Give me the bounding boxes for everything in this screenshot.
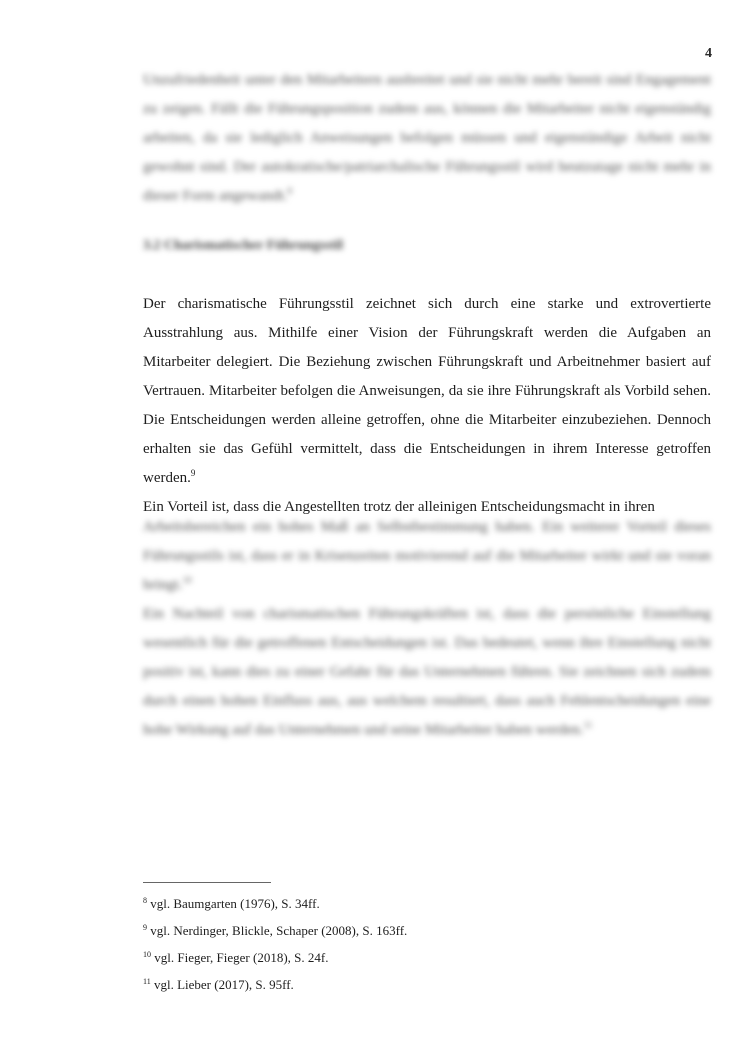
footnote-text: vgl. Baumgarten (1976), S. 34ff. (150, 896, 320, 911)
footnotes (143, 890, 407, 998)
footnote-item (143, 890, 407, 917)
footnote-number: 11 (143, 977, 151, 986)
footnote-ref: 10 (182, 575, 192, 585)
footnote-number: 8 (143, 896, 147, 905)
paragraph-1 (143, 290, 711, 493)
blurred-paragraphs (143, 513, 711, 745)
footnote-ref: 8 (287, 186, 293, 196)
page-number: 4 (705, 46, 712, 61)
paragraph-3 (143, 600, 711, 745)
footnote-item (143, 971, 407, 998)
top-paragraph-block (143, 66, 711, 211)
footnote-text: vgl. Nerdinger, Blickle, Schaper (2008), S. 163ff. (150, 923, 408, 938)
footnote-text: vgl. Lieber (2017), S. 95ff. (153, 977, 294, 992)
footnote-text: vgl. Fieger, Fieger (2018), S. 24f. (154, 950, 329, 965)
footnote-number: 10 (143, 950, 151, 959)
footnote-divider (143, 882, 271, 883)
paragraph-2-blurred-text: Arbeitsbereichen ein hohes Maß an Selbstbestimmung haben. Ein weiterer Vorteil dieses Führungsstils ist, dass er in Krisenzeiten motivierend auf die Mitarbeiter wirkt und sie voran bringt. (143, 519, 711, 593)
top-paragraph-text: Unzufriedenheit unter den Mitarbeitern ausbreitet und sie nicht mehr bereit sind Engagement zu zeigen. Fällt die Führungsposition zudem aus, können die Mitarbeiter nicht eigenständig arbeiten, da sie lediglich Anweisungen befolgen müssen und eigenständige Arbeit nicht gewohnt sind. Der autokratische/patriarchalische Führungsstil wird heutzutage nicht mehr in dieser Form angewandt. (143, 72, 711, 204)
footnote-item (143, 917, 407, 944)
top-paragraph (143, 66, 711, 211)
section-heading: 3.2 Charismatischer Führungsstil (143, 238, 344, 253)
paragraph-3-text: Ein Nachteil von charismatischen Führungskräften ist, dass die persönliche Einstellung wesentlich für die getroffenen Entscheidungen ist. Das bedeutet, wenn ihre Einstellung nicht positiv ist, kann dies zu einer Gefahr für das Unternehmen führen. Sie zeichnen sich zudem durch einen hohen Einfluss aus, aus welchem resultiert, dass auch Fehlentscheidungen eine hohe Wirkung auf das Unternehmen und seine Mitarbeiter haben werden. (143, 606, 711, 738)
main-paragraphs (143, 290, 711, 522)
footnote-ref: 9 (190, 468, 196, 478)
footnote-number: 9 (143, 923, 147, 932)
paragraph-1-text: Der charismatische Führungsstil zeichnet sich durch eine starke und extrovertierte Ausstrahlung aus. Mithilfe einer Vision der Führungskraft werden die Aufgaben an Mitarbeiter delegiert. Die Beziehung zwischen Führungskraft und Arbeitnehmer basiert auf Vertrauen. Mitarbeiter befolgen die Anweisungen, da sie ihre Führungskraft als Vorbild sehen. Die Entscheidungen werden alleine getroffen, ohne die Mitarbeiter einzubeziehen. Dennoch erhalten sie das Gefühl vermittelt, dass die Entscheidungen in ihrem Interesse getroffen werden. (143, 296, 711, 486)
paragraph-2-rest (143, 513, 711, 600)
footnote-item (143, 944, 407, 971)
paragraph-2-clear-text: Ein Vorteil ist, dass die Angestellten trotz der alleinigen Entscheidungsmacht in ihren (143, 499, 655, 515)
footnote-ref: 11 (583, 720, 593, 730)
